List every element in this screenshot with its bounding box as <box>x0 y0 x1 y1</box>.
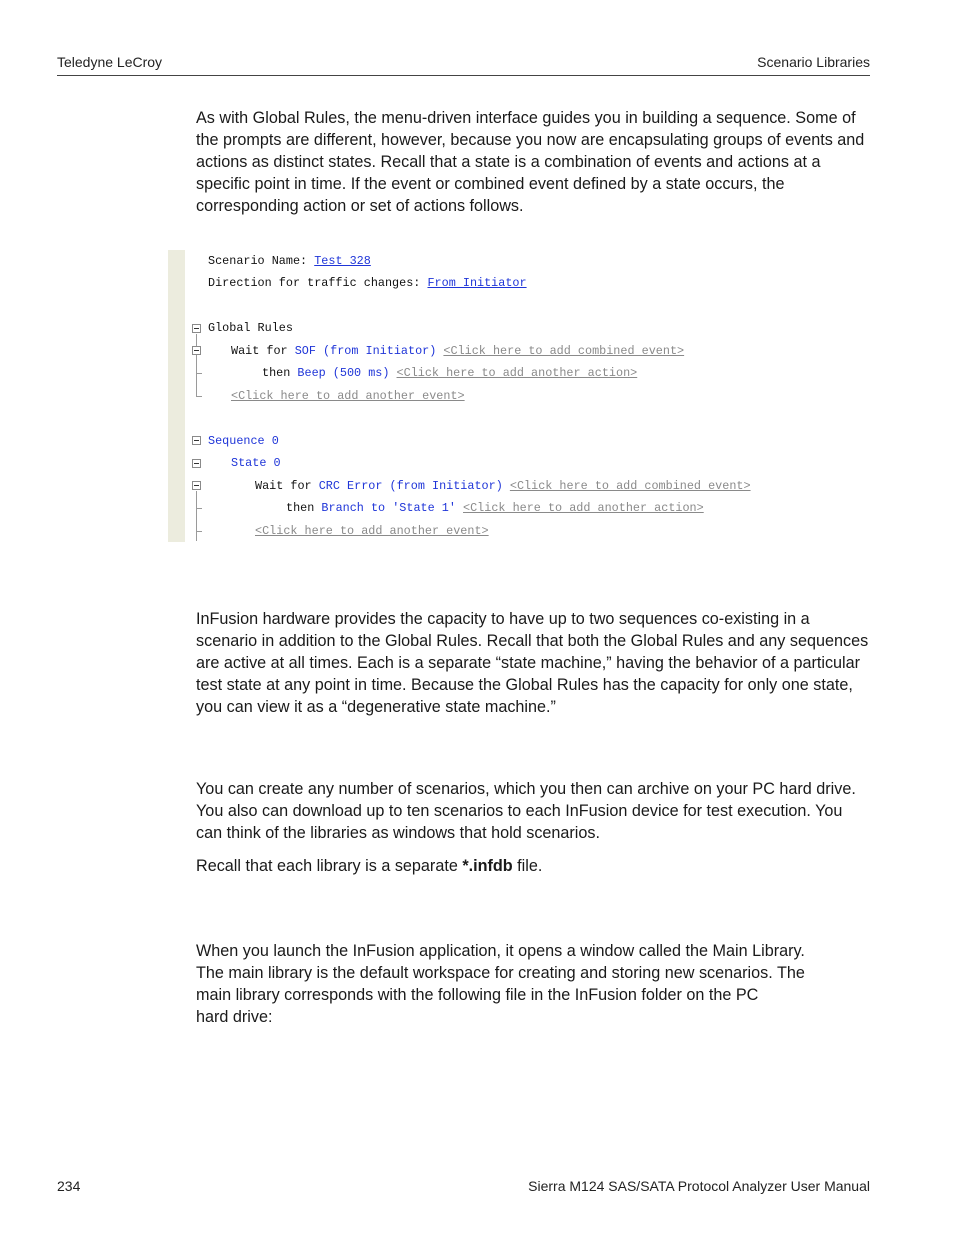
direction-label: Direction for traffic changes: <box>208 276 428 290</box>
paragraph-infdb <box>196 855 872 877</box>
collapse-wait-event-icon[interactable] <box>192 346 201 355</box>
main-library-line: The main library is the default workspace for creating and storing new scenarios. The <box>196 964 805 982</box>
scenario-editor-screenshot <box>168 250 868 550</box>
state-then-row <box>286 501 704 515</box>
branch-target-link[interactable]: 'State 1' <box>392 501 456 515</box>
paragraph-main-library <box>196 940 872 1028</box>
paragraph-sequences: InFusion hardware provides the capacity to have up to two sequences co-existing in a scenario in addition to the Global Rules. Recall that both the Global Rules and any sequences are active at all times. Each is a separate “state machine,” having the behavior of a particular test state at any point in time. Because the Global Rules has the capacity for only one state, you can view it as a “degenerative state machine.” <box>196 610 869 716</box>
tree-line <box>196 373 202 374</box>
global-add-event-row <box>231 389 465 403</box>
state-link[interactable]: State 0 <box>231 456 281 470</box>
tree-line <box>196 396 202 397</box>
infdb-extension: *.infdb <box>462 857 513 875</box>
state-wait-row <box>255 479 751 493</box>
global-wait-row <box>231 344 684 358</box>
tree-line <box>196 508 202 509</box>
header-divider <box>57 75 870 76</box>
tree-line <box>196 334 197 396</box>
tree-line <box>196 491 197 541</box>
wait-for-label: Wait for <box>255 479 319 493</box>
wait-for-label: Wait for <box>231 344 295 358</box>
editor-gutter <box>168 250 185 542</box>
infdb-text-pre: Recall that each library is a separate <box>196 857 463 875</box>
direction-link[interactable]: From Initiator <box>427 276 527 290</box>
action-link[interactable]: Beep (500 ms) <box>297 366 390 380</box>
main-library-line: When you launch the InFusion application, it opens a window called the Main Library. <box>196 942 805 960</box>
add-combined-event-link[interactable]: <Click here to add combined event> <box>443 344 685 358</box>
collapse-sequence-icon[interactable] <box>192 436 201 445</box>
direction-row <box>208 276 527 290</box>
state-add-event-row <box>255 524 489 538</box>
scenario-name-label: Scenario Name: <box>208 254 315 268</box>
tree-line <box>196 531 202 532</box>
collapse-global-rules-icon[interactable] <box>192 324 201 333</box>
scenario-name-link[interactable]: Test 328 <box>314 254 371 268</box>
global-rules-label: Global Rules <box>208 321 293 335</box>
header-left: Teledyne LeCroy <box>57 54 163 70</box>
add-another-event-link[interactable]: <Click here to add another event> <box>231 389 465 403</box>
infdb-text-post: file. <box>512 857 543 875</box>
add-another-action-link[interactable]: <Click here to add another action> <box>463 501 704 515</box>
branch-to-label: Branch to <box>321 501 393 515</box>
page-number: 234 <box>57 1178 81 1194</box>
add-combined-event-link[interactable]: <Click here to add combined event> <box>509 479 751 493</box>
add-another-event-link[interactable]: <Click here to add another event> <box>255 524 489 538</box>
add-another-action-link[interactable]: <Click here to add another action> <box>396 366 638 380</box>
manual-title: Sierra M124 SAS/SATA Protocol Analyzer User Manual <box>528 1178 870 1194</box>
paragraph-libraries: You can create any number of scenarios, which you then can archive on your PC hard drive. You also can download up to ten scenarios to each InFusion device for test execution. You can think of the libraries as windows that hold scenarios. <box>196 780 856 842</box>
sequence-link[interactable]: Sequence 0 <box>208 434 279 448</box>
then-label: then <box>262 366 298 380</box>
wait-event-link[interactable]: CRC Error (from Initiator) <box>318 479 503 493</box>
scenario-name-row <box>208 254 371 268</box>
paragraph-intro: As with Global Rules, the menu-driven interface guides you in building a sequence. Some of the prompts are different, however, because you now are encapsulating groups of events and actions as distinct states. Recall that a state is a combination of events and actions at a specific point in time. If the event or combined event defined by a state occurs, the corresponding action or set of actions follows. <box>196 109 865 215</box>
global-then-row <box>262 366 637 380</box>
collapse-state-icon[interactable] <box>192 459 201 468</box>
collapse-state-event-icon[interactable] <box>192 481 201 490</box>
main-library-line: main library corresponds with the following file in the InFusion folder on the PC <box>196 986 759 1004</box>
wait-event-link[interactable]: SOF (from Initiator) <box>294 344 437 358</box>
then-label: then <box>286 501 322 515</box>
header-right: Scenario Libraries <box>757 54 870 70</box>
main-library-line: hard drive: <box>196 1008 273 1026</box>
